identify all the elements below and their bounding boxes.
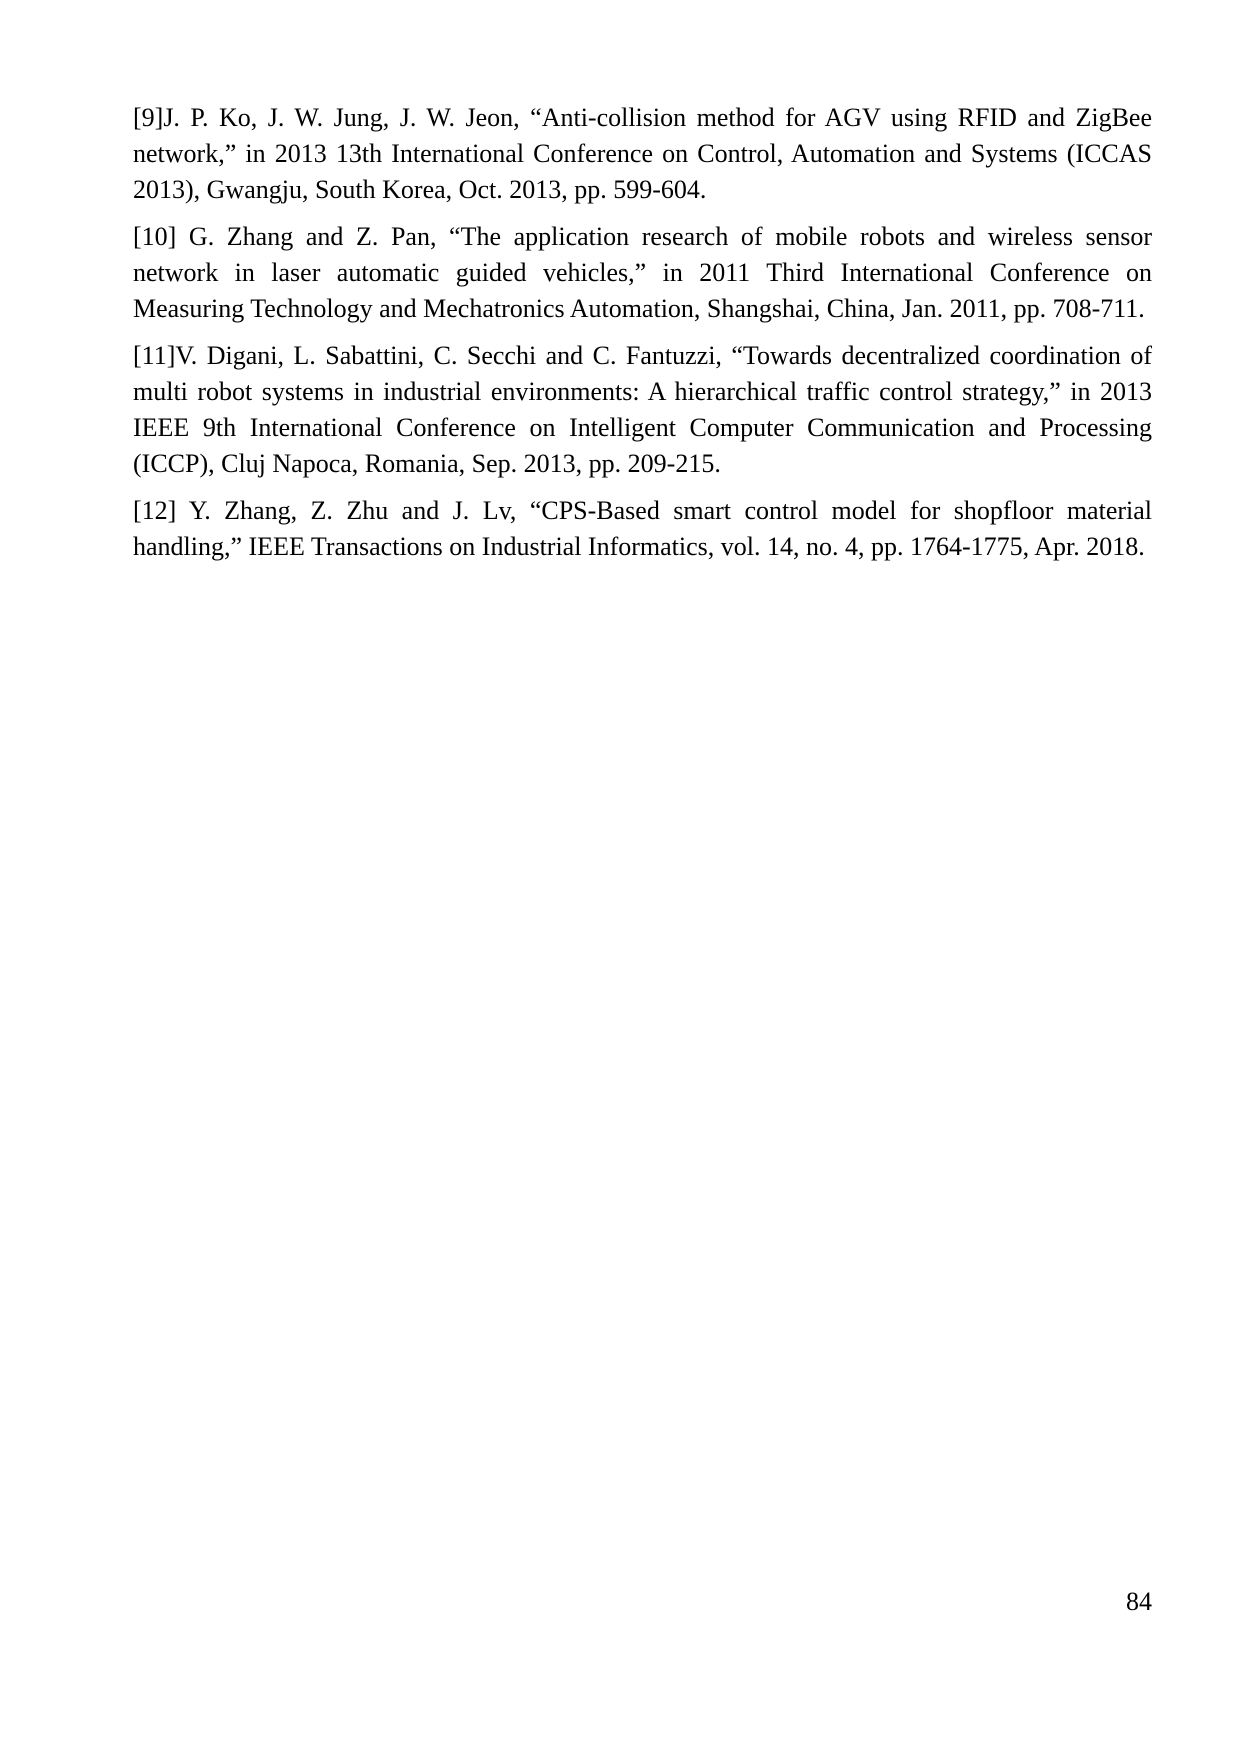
references-list xyxy=(133,100,1152,576)
reference-item-10: [10] G. Zhang and Z. Pan, “The application research of mobile robots and wireless sensor network in laser automatic guided vehicles,” in 2011 Third International Conference on Measuring Technology and Mechatronics Automation, Shangshai, China, Jan. 2011, pp. 708-711. xyxy=(133,222,1152,323)
reference-item-9: [9]J. P. Ko, J. W. Jung, J. W. Jeon, “Anti-collision method for AGV using RFID and ZigBee network,” in 2013 13th International Conference on Control, Automation and Systems (ICCAS 2013), Gwangju, South Korea, Oct. 2013, pp. 599-604. xyxy=(133,103,1152,204)
page-number: 84 xyxy=(1126,1587,1152,1616)
reference-item-12: [12] Y. Zhang, Z. Zhu and J. Lv, “CPS-Based smart control model for shopfloor material handling,” IEEE Transactions on Industrial Informatics, vol. 14, no. 4, pp. 1764-1775, Apr. 2018. xyxy=(133,496,1152,561)
reference-item-11: [11]V. Digani, L. Sabattini, C. Secchi and C. Fantuzzi, “Towards decentralized coordination of multi robot systems in industrial environments: A hierarchical traffic control strategy,” in 2013 IEEE 9th International Conference on Intelligent Computer Communication and Processing (ICCP), Cluj Napoca, Romania, Sep. 2013, pp. 209-215. xyxy=(133,341,1152,478)
